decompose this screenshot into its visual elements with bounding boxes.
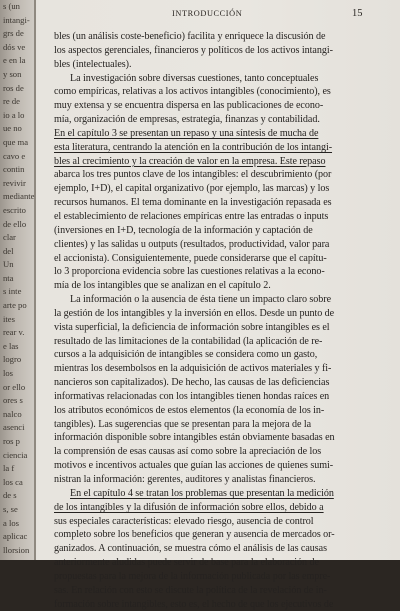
text-line xyxy=(54,556,386,570)
text-line xyxy=(54,348,386,362)
line-text: los aspectos gerenciales, financieros y políticos de los activos intangi- xyxy=(54,44,333,56)
text-line xyxy=(54,362,386,376)
facing-page-fragment: del xyxy=(3,245,14,256)
facing-page-fragment: que ma xyxy=(3,136,29,147)
text-line xyxy=(54,307,386,321)
line-text: muy extensa y se encuentra dispersa en las publicaciones de econo- xyxy=(54,100,324,112)
text-line xyxy=(54,528,386,542)
facing-page-fragment: intangi- xyxy=(3,14,30,25)
facing-page-fragment: s inte xyxy=(3,286,22,297)
line-text: nistran la información: gerentes, auditores y analistas financieros. xyxy=(54,474,316,485)
line-text: resultado de las limitaciones de la contabilidad (la aplicación de re- xyxy=(54,335,323,347)
text-line xyxy=(54,99,386,113)
facing-page-fragment: aplicac xyxy=(3,531,28,542)
line-text: informativas relacionadas con los intangibles tienen hondas raíces en xyxy=(54,390,330,402)
line-text: como empíricas, relativas a los activos intangibles (conocimiento), es xyxy=(54,86,331,98)
facing-page-fragment: cavo e xyxy=(3,150,26,161)
text-line xyxy=(54,72,386,86)
line-text: el accionista). Consiguientemente, puede considerarse que el capítu- xyxy=(54,252,327,264)
text-line xyxy=(54,584,386,598)
line-text: la comprensión de esas causas así como sobre la apreciación de los xyxy=(54,446,322,458)
text-line xyxy=(54,445,386,459)
text-line xyxy=(54,210,386,224)
page-number: 15 xyxy=(352,8,363,19)
text-line xyxy=(54,182,386,196)
facing-page-fragment: logro xyxy=(3,354,22,365)
text-line xyxy=(54,196,386,210)
text-line xyxy=(54,598,386,611)
facing-page-fragment: ue no xyxy=(3,123,22,134)
text-line xyxy=(54,473,386,487)
text-line xyxy=(54,85,386,99)
text-line xyxy=(54,238,386,252)
facing-page-fragment: revivir xyxy=(3,177,26,188)
line-text: cursos a la adquisición de intangibles se considera como un gasto, xyxy=(54,349,318,361)
text-line xyxy=(54,58,386,72)
line-text: los atributos económicos de estos elementos (la economía de los in- xyxy=(54,404,325,416)
facing-page-fragment: ros de xyxy=(3,82,24,93)
facing-page-fragment: de s xyxy=(3,490,17,501)
text-line xyxy=(54,390,386,404)
facing-page-fragment: clar xyxy=(3,232,16,243)
line-text: ejemplo, I+D), el capital organizativo (por ejemplo, las marcas) y los xyxy=(54,183,330,195)
text-line xyxy=(54,265,386,279)
facing-page-fragment: dós ve xyxy=(3,41,26,52)
facing-page-fragment: re de xyxy=(3,96,20,107)
line-text: sus especiales características: elevado riesgo, ausencia de control xyxy=(54,515,314,527)
text-line xyxy=(54,141,386,155)
text-line xyxy=(54,335,386,349)
line-text: completo sobre los beneficios que generan y ausencia de mercados or- xyxy=(54,529,335,541)
text-line xyxy=(54,155,386,169)
facing-page-fragment: arte po xyxy=(3,300,27,311)
facing-page-fragment: escrito xyxy=(3,204,26,215)
facing-page-fragment: or ello xyxy=(3,381,26,392)
text-line xyxy=(54,487,386,501)
text-line xyxy=(54,127,386,141)
line-text: anteriormente aludidas puede servir de base para la elaboración de xyxy=(54,557,319,569)
line-text: bles (intelectuales). xyxy=(54,58,132,70)
facing-page-fragment: Un xyxy=(3,259,14,270)
facing-page-fragment: y son xyxy=(3,68,22,79)
line-text: vista superficial, la deficiencia de información sobre intangibles es el xyxy=(54,321,330,333)
text-line xyxy=(54,168,386,182)
line-text: información disponible sobre intangibles están obviamente basadas en xyxy=(54,432,335,444)
text-line xyxy=(54,252,386,266)
underlined-text: bles al crecimiento y la creación de valor en la empresa. Este repaso xyxy=(54,155,326,167)
facing-page-fragment: ciencia xyxy=(3,449,28,460)
line-text: sas. En relación con esto se discute la política de la revelación de in- xyxy=(54,584,327,596)
facing-page-fragment: a los xyxy=(3,517,19,528)
underlined-text: En el capítulo 3 se presentan un repaso y una síntesis de mucha de xyxy=(54,127,319,139)
line-text: el establecimiento de relaciones empíricas entre las entradas o inputs xyxy=(54,210,329,222)
line-text: lo 3 proporciona evidencia sobre las cuestiones relativas a la econo- xyxy=(54,266,325,278)
text-line xyxy=(54,570,386,584)
line-text: abarca los tres puntos clave de los intangibles: el descubrimiento (por xyxy=(54,169,332,181)
line-text: ganizados. A continuación, se muestra cómo el análisis de las causas xyxy=(54,543,327,555)
facing-page-fragment: grs de xyxy=(3,28,24,39)
text-line xyxy=(54,418,386,432)
facing-page-fragment: la f xyxy=(3,463,15,474)
line-text: nancieros son capitalizados). De hecho, las causas de las deficiencias xyxy=(54,377,330,389)
line-text: mientras los desembolsos en la adquisición de activos materiales y fi- xyxy=(54,363,332,375)
text-line xyxy=(54,459,386,473)
line-text: recursos humanos. El tema dominante en la investigación repasada es xyxy=(54,197,332,209)
facing-page-fragment: llorsion xyxy=(3,544,30,555)
line-text: (inversiones en I+D, tecnología de la información y captación de xyxy=(54,224,313,236)
body-text xyxy=(54,30,386,611)
line-text: La información o la ausencia de ésta tiene un impacto claro sobre xyxy=(70,294,332,306)
facing-page-fragment: los xyxy=(3,368,14,379)
facing-page-text xyxy=(2,0,35,560)
text-line xyxy=(54,293,386,307)
facing-page-fragment: asenci xyxy=(3,422,25,433)
text-line xyxy=(54,501,386,515)
text-line xyxy=(54,431,386,445)
facing-page-fragment: e en la xyxy=(3,55,26,66)
text-line xyxy=(54,44,386,58)
facing-page-fragment: ites xyxy=(3,313,15,324)
line-text: la gestión de los intangibles y la inversión en ellos. Desde un punto de xyxy=(54,307,335,319)
facing-page-fragment: ros p xyxy=(3,436,20,446)
line-text: tangibles). Las sugerencias que se presentan para la mejora de la xyxy=(54,418,312,430)
page-header xyxy=(0,9,400,23)
line-text: mía, organización de empresas, estrategia, finanzas y contabilidad. xyxy=(54,114,320,126)
underlined-text: En el capítulo 4 se tratan los problemas que presentan la medición xyxy=(70,487,334,499)
line-text: mía de los intangibles que se analizan en el capítulo 2. xyxy=(54,280,271,292)
facing-page-fragment: s, se xyxy=(3,503,18,514)
facing-page-edge xyxy=(0,0,36,560)
line-text: bles (un análisis coste-beneficio) facilita y enriquece la discusión de xyxy=(54,31,326,42)
text-line xyxy=(54,224,386,238)
facing-page-fragment: nalco xyxy=(3,408,22,419)
text-line xyxy=(54,279,386,293)
facing-page-fragment: s (un xyxy=(3,1,20,11)
text-line xyxy=(54,515,386,529)
facing-page-fragment: rear v. xyxy=(3,327,25,338)
line-text: formación sobre intangibles, esto es, el hecho de que los ejecutivos de xyxy=(54,598,334,610)
line-text: propuestas para la mejora de la información publicada por las empre- xyxy=(54,570,331,582)
facing-page-fragment: ores s xyxy=(3,395,23,406)
text-line xyxy=(54,376,386,390)
text-line xyxy=(54,30,386,44)
facing-page-fragment: e las xyxy=(3,340,19,351)
line-text: clientes) y las salidas u outputs (resultados, productividad, valor para xyxy=(54,238,330,250)
running-head: INTRODUCCIÓN xyxy=(172,9,243,18)
line-text: La investigación sobre diversas cuestiones, tanto conceptuales xyxy=(70,72,319,84)
facing-page-fragment: nta xyxy=(3,272,14,283)
facing-page-fragment: io a lo xyxy=(3,109,25,120)
text-line xyxy=(54,113,386,127)
facing-page-fragment: de ello xyxy=(3,218,27,229)
text-line xyxy=(54,404,386,418)
facing-page-fragment: mediante xyxy=(3,191,35,202)
underlined-text: de los intangibles y la difusión de información sobre ellos, debido a xyxy=(54,501,324,513)
text-line xyxy=(54,542,386,556)
line-text: motivos e incentivos actuales que guían las acciones de quienes sumi- xyxy=(54,460,334,472)
facing-page-fragment: los ca xyxy=(3,476,23,487)
facing-page-fragment: contin xyxy=(3,164,25,175)
underlined-text: esta literatura, centrando la atención en la contribución de los intangi- xyxy=(54,141,333,153)
text-line xyxy=(54,321,386,335)
